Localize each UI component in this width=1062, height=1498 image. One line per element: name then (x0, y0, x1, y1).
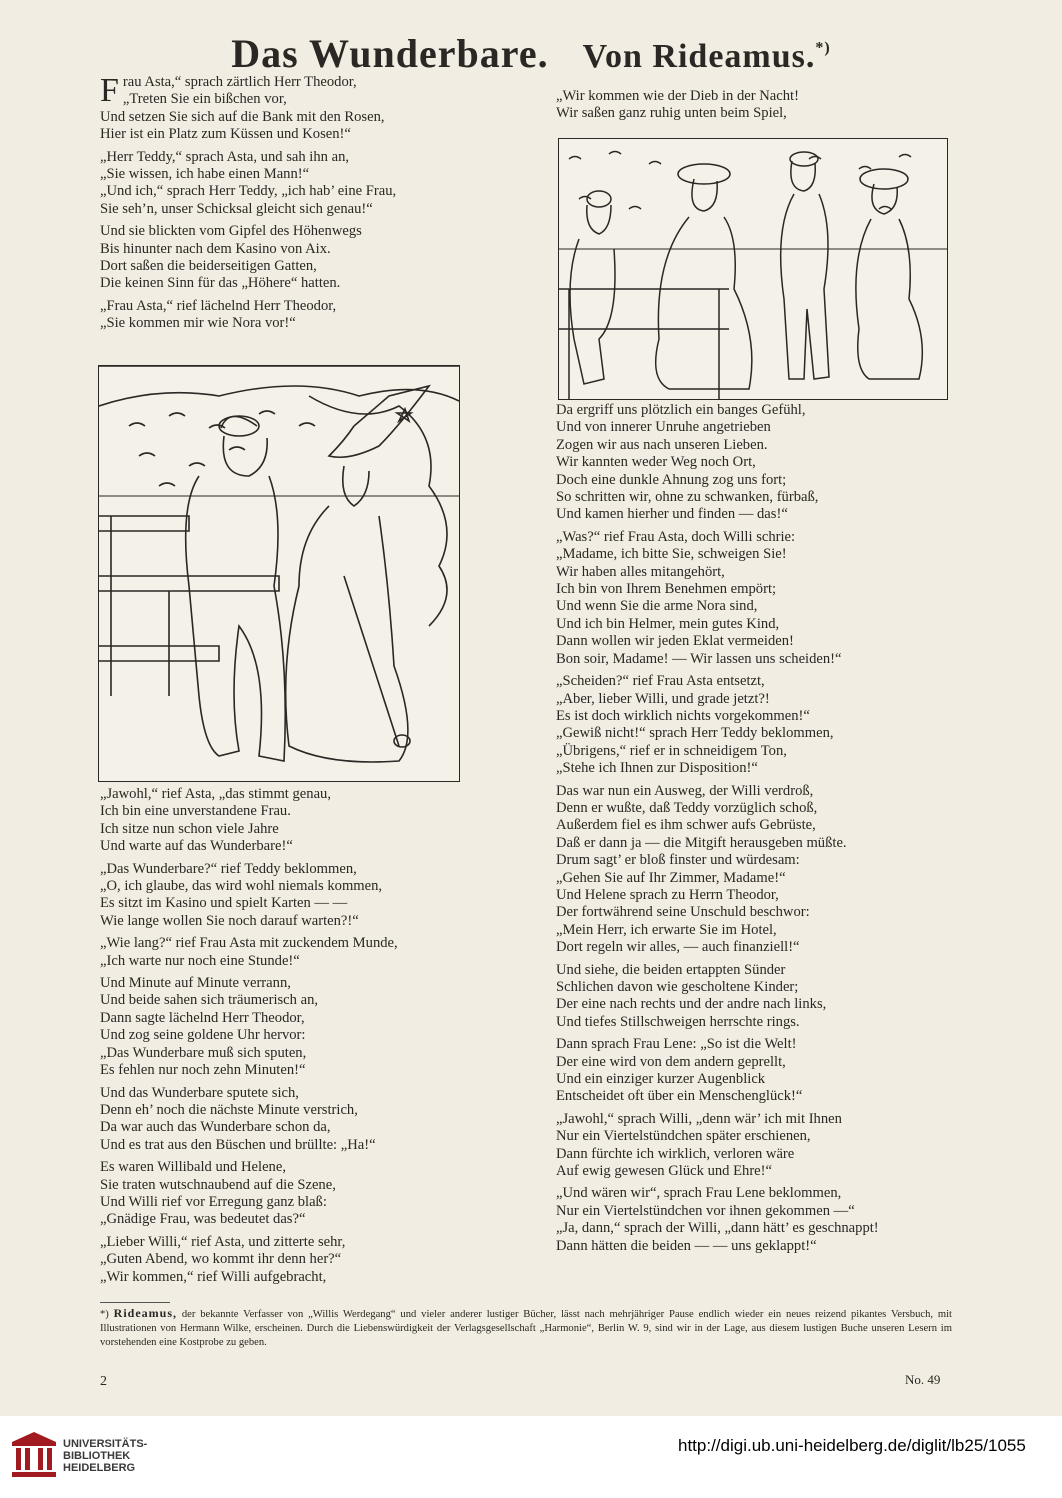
stanza (100, 74, 505, 144)
verse-line: Schlichen davon wie gescholtene Kinder; (556, 979, 799, 995)
verse-line: Es ist doch wirklich nichts vorgekommen!“ (556, 707, 810, 724)
verse-line: „Das Wunderbare muß sich sputen, (100, 1044, 307, 1061)
verse-line: „Wie lang?“ rief Frau Asta mit zuckendem Munde, (100, 935, 398, 952)
verse-line: Dann wollen wir jeden Eklat vermeiden! (556, 633, 794, 650)
poem-column-right-bottom (556, 402, 951, 1260)
footnote-text: der bekannte Verfasser von „Willis Werdegang“ und vieler anderer lustiger Bücher, lässt nach mehrjähriger Pause endlich wieder ein neues reizend pikantes Versbuch, mit Illustrationen von Hermann Wilke, erscheinen. Durch die Liebenswürdigkeit der Verlagsgesellschaft „Harmonie“, Berlin W. 9, sind wir in der Lage, aus diesem lustigen Buche unseren Lesern im vorstehenden eine Kostprobe zu geben. (100, 1309, 952, 1348)
verse-line: „Übrigens,“ rief er in schneidigem Ton, (556, 742, 787, 759)
verse-line: Und wenn Sie die arme Nora sind, (556, 598, 758, 615)
illustration-drawing-right (559, 139, 947, 399)
verse-line: Der eine wird von dem andern geprellt, (556, 1053, 786, 1070)
poem-column-left-bottom (100, 786, 505, 1291)
drop-cap: F (100, 72, 119, 109)
verse-line: rau Asta,“ sprach zärtlich Herr Theodor, (122, 74, 357, 90)
verse-line: Auf ewig gewesen Glück und Ehre!“ (556, 1163, 772, 1180)
source-url-link[interactable]: http://digi.ub.uni-heidelberg.de/diglit/lb25/1055 (678, 1436, 1026, 1455)
verse-line: Und tiefes Stillschweigen herrschte rings. (556, 1013, 800, 1030)
library-name (63, 1438, 147, 1474)
verse-line: „Madame, ich bitte Sie, schweigen Sie! (556, 546, 787, 563)
verse-line: Außerdem fiel es ihm schwer aufs Gebrüste, (556, 817, 816, 834)
verse-line: „Treten Sie ein bißchen vor, (122, 91, 287, 108)
verse-line: Bon soir, Madame! — Wir lassen uns scheiden!“ (556, 650, 842, 667)
verse-line: Und ich bin Helmer, mein gutes Kind, (556, 615, 780, 632)
poem-column-left-top (100, 74, 505, 338)
verse-line: „Wir kommen,“ rief Willi aufgebracht, (100, 1268, 327, 1285)
verse-line: Hier ist ein Platz zum Küssen und Kosen!“ (100, 126, 351, 143)
verse-line: Bis hinunter nach dem Kasino von Aix. (100, 240, 331, 257)
verse-line: „Sie kommen mir wie Nora vor!“ (100, 315, 296, 332)
verse-line: Und das Wunderbare sputete sich, (100, 1084, 299, 1101)
verse-line: Dann fürchte ich wirklich, verloren wäre (556, 1145, 795, 1162)
verse-line: Ich bin von Ihrem Benehmen empört; (556, 581, 777, 598)
verse-line: Nur ein Viertelstündchen später erschienen, (556, 1128, 811, 1145)
verse-line: Und ein einziger kurzer Augenblick (556, 1071, 766, 1088)
verse-line: Und kamen hierher und finden — das!“ (556, 506, 788, 523)
verse-line: Es sitzt im Kasino und spielt Karten — — (100, 895, 348, 912)
footnote-marker: *) (815, 39, 831, 57)
stanza (556, 88, 951, 123)
verse-line: Zogen wir aus nach unseren Lieben. (556, 436, 768, 453)
verse-line: „Herr Teddy,“ sprach Asta, und sah ihn an, (100, 148, 350, 165)
verse-line: „Frau Asta,“ rief lächelnd Herr Theodor, (100, 297, 337, 314)
verse-line: Sie traten wutschnaubend auf die Szene, (100, 1176, 336, 1193)
stanza-group (100, 74, 505, 333)
verse-line: „Guten Abend, wo kommt ihr denn her?“ (100, 1251, 342, 1268)
stanza (556, 529, 951, 668)
verse-line: Denn eh’ noch die nächste Minute verstrich, (100, 1101, 358, 1118)
verse-line: Und von innerer Unruhe angetrieben (556, 419, 771, 436)
verse-line: Und Helene sprach zu Herrn Theodor, (556, 886, 779, 903)
verse-line: Ich sitze nun schon viele Jahre (100, 820, 279, 837)
verse-line: Das war nun ein Ausweg, der Willi verdroß, (556, 782, 814, 799)
footnote-name: Rideamus, (113, 1306, 178, 1320)
stanza (100, 298, 505, 333)
poem-column-right-top (556, 88, 951, 128)
stanza (100, 1159, 505, 1229)
verse-line: Und sie blickten vom Gipfel des Höhenwegs (100, 223, 362, 240)
verse-line: Wir saßen ganz ruhig unten beim Spiel, (556, 105, 787, 122)
footnote-marker-bottom: *) (100, 1309, 109, 1320)
library-name-line: BIBLIOTHEK (63, 1450, 131, 1462)
verse-line: Nur ein Viertelstündchen vor ihnen gekommen —“ (556, 1202, 855, 1219)
verse-line: „Jawohl,“ sprach Willi, „denn wär’ ich mit Ihnen (556, 1110, 842, 1127)
verse-line: Und Minute auf Minute verrann, (100, 975, 291, 992)
verse-line: Wir haben alles mitangehört, (556, 563, 725, 580)
verse-line: Da war auch das Wunderbare schon da, (100, 1119, 331, 1136)
verse-line: Dann hätten die beiden — — uns geklappt!“ (556, 1237, 817, 1254)
verse-line: Entscheidet oft über ein Menschenglück!“ (556, 1088, 803, 1105)
verse-line: Es waren Willibald und Helene, (100, 1159, 286, 1176)
verse-line: „Stehe ich Ihnen zur Disposition!“ (556, 760, 758, 777)
verse-line: „O, ich glaube, das wird wohl niemals kommen, (100, 878, 383, 895)
verse-line: Wir kannten weder Weg noch Ort, (556, 454, 756, 471)
university-library-seal-icon (10, 1430, 58, 1482)
verse-line: „Jawohl,“ rief Asta, „das stimmt genau, (100, 786, 332, 802)
verse-line: Und setzen Sie sich auf die Bank mit den Rosen, (100, 108, 385, 125)
verse-line: Dann sagte lächelnd Herr Theodor, (100, 1009, 305, 1026)
verse-line: „Gnädige Frau, was bedeutet das?“ (100, 1211, 306, 1228)
verse-line: Denn er wußte, daß Teddy vorzüglich schoß, (556, 799, 818, 816)
stanza-group (556, 402, 951, 1255)
verse-line: Und warte auf das Wunderbare!“ (100, 838, 293, 855)
verse-line: Dort regeln wir alles, — auch finanziell!“ (556, 939, 800, 956)
stanza (100, 149, 505, 219)
verse-line: Und siehe, die beiden ertappten Sünder (556, 961, 786, 978)
page-number: 2 (100, 1374, 107, 1389)
verse-line: „Scheiden?“ rief Frau Asta entsetzt, (556, 673, 765, 690)
verse-line: „Und ich,“ sprach Herr Teddy, „ich hab’ eine Frau, (100, 183, 397, 200)
verse-line: Da ergriff uns plötzlich ein banges Gefühl, (556, 402, 806, 418)
issue-number: No. 49 (905, 1372, 941, 1387)
verse-line: „Ich warte nur noch eine Stunde!“ (100, 952, 300, 969)
verse-line: „Mein Herr, ich erwarte Sie im Hotel, (556, 921, 777, 938)
verse-line: „Und wären wir“, sprach Frau Lene beklommen, (556, 1185, 842, 1202)
verse-line: Wie lange wollen Sie noch darauf warten?!“ (100, 912, 359, 929)
stanza-group (556, 88, 951, 123)
verse-line: „Ja, dann,“ sprach der Willi, „dann hätt’ es geschnappt! (556, 1220, 879, 1237)
stanza (100, 935, 505, 970)
verse-line: Und beide sahen sich träumerisch an, (100, 992, 319, 1009)
library-footer (0, 1416, 1062, 1498)
stanza (556, 783, 951, 957)
verse-line: „Gewiß nicht!“ sprach Herr Teddy beklommen, (556, 725, 834, 742)
verse-line: Daß er dann ja — die Mitgift herausgeben müßte. (556, 834, 847, 851)
stanza (100, 861, 505, 931)
verse-line: „Wir kommen wie der Dieb in der Nacht! (556, 88, 799, 104)
illustration-four-figures (558, 138, 948, 400)
verse-line: Dann sprach Frau Lene: „So ist die Welt! (556, 1036, 797, 1053)
footnote (100, 1306, 952, 1350)
stanza (556, 1185, 951, 1255)
verse-line: Ich bin eine unverstandene Frau. (100, 803, 291, 820)
verse-line: Der eine nach rechts und der andre nach links, (556, 996, 827, 1013)
verse-line: „Das Wunderbare?“ rief Teddy beklommen, (100, 860, 357, 877)
stanza (556, 1036, 951, 1106)
library-name-line: UNIVERSITÄTS- (63, 1438, 148, 1450)
verse-line: „Lieber Willi,“ rief Asta, und zitterte sehr, (100, 1233, 346, 1250)
illustration-drawing-left (99, 366, 459, 781)
verse-line: „Aber, lieber Willi, und grade jetzt?! (556, 690, 770, 707)
verse-line: Und zog seine goldene Uhr hervor: (100, 1027, 306, 1044)
verse-line: „Gehen Sie auf Ihr Zimmer, Madame!“ (556, 869, 786, 886)
stanza (100, 1085, 505, 1155)
stanza-group (100, 786, 505, 1286)
stanza (100, 975, 505, 1079)
title-main: Das Wunderbare. (231, 31, 549, 76)
illustration-bench-couple (98, 365, 460, 782)
stanza (100, 223, 505, 293)
verse-line: „Sie wissen, ich habe einen Mann!“ (100, 166, 310, 183)
verse-line: Und Willi rief vor Erregung ganz blaß: (100, 1193, 327, 1210)
verse-line: Es fehlen nur noch zehn Minuten!“ (100, 1062, 306, 1079)
verse-line: Drum sagt’ er bloß finster und würdesam: (556, 852, 800, 869)
footnote-rule (100, 1302, 170, 1303)
stanza (556, 402, 951, 524)
article-title (0, 30, 1062, 77)
verse-line: Dort saßen die beiderseitigen Gatten, (100, 258, 317, 275)
stanza (556, 962, 951, 1032)
stanza (100, 1234, 505, 1286)
verse-line: Sie seh’n, unser Schicksal gleicht sich genau!“ (100, 200, 373, 217)
verse-line: Die keinen Sinn für das „Höhere“ hatten. (100, 275, 341, 292)
stanza (556, 1111, 951, 1181)
library-name-line: HEIDELBERG (63, 1462, 136, 1474)
title-author: Von Rideamus. (582, 38, 816, 75)
verse-line: Und es trat aus den Büschen und brüllte: „Ha!“ (100, 1136, 376, 1153)
verse-line: „Was?“ rief Frau Asta, doch Willi schrie: (556, 528, 796, 545)
stanza (556, 673, 951, 777)
verse-line: So schritten wir, ohne zu schwanken, fürbaß, (556, 489, 819, 506)
verse-line: Doch eine dunkle Ahnung zog uns fort; (556, 471, 787, 488)
stanza (100, 786, 505, 856)
verse-line: Der fortwährend seine Unschuld beschwor: (556, 904, 810, 921)
